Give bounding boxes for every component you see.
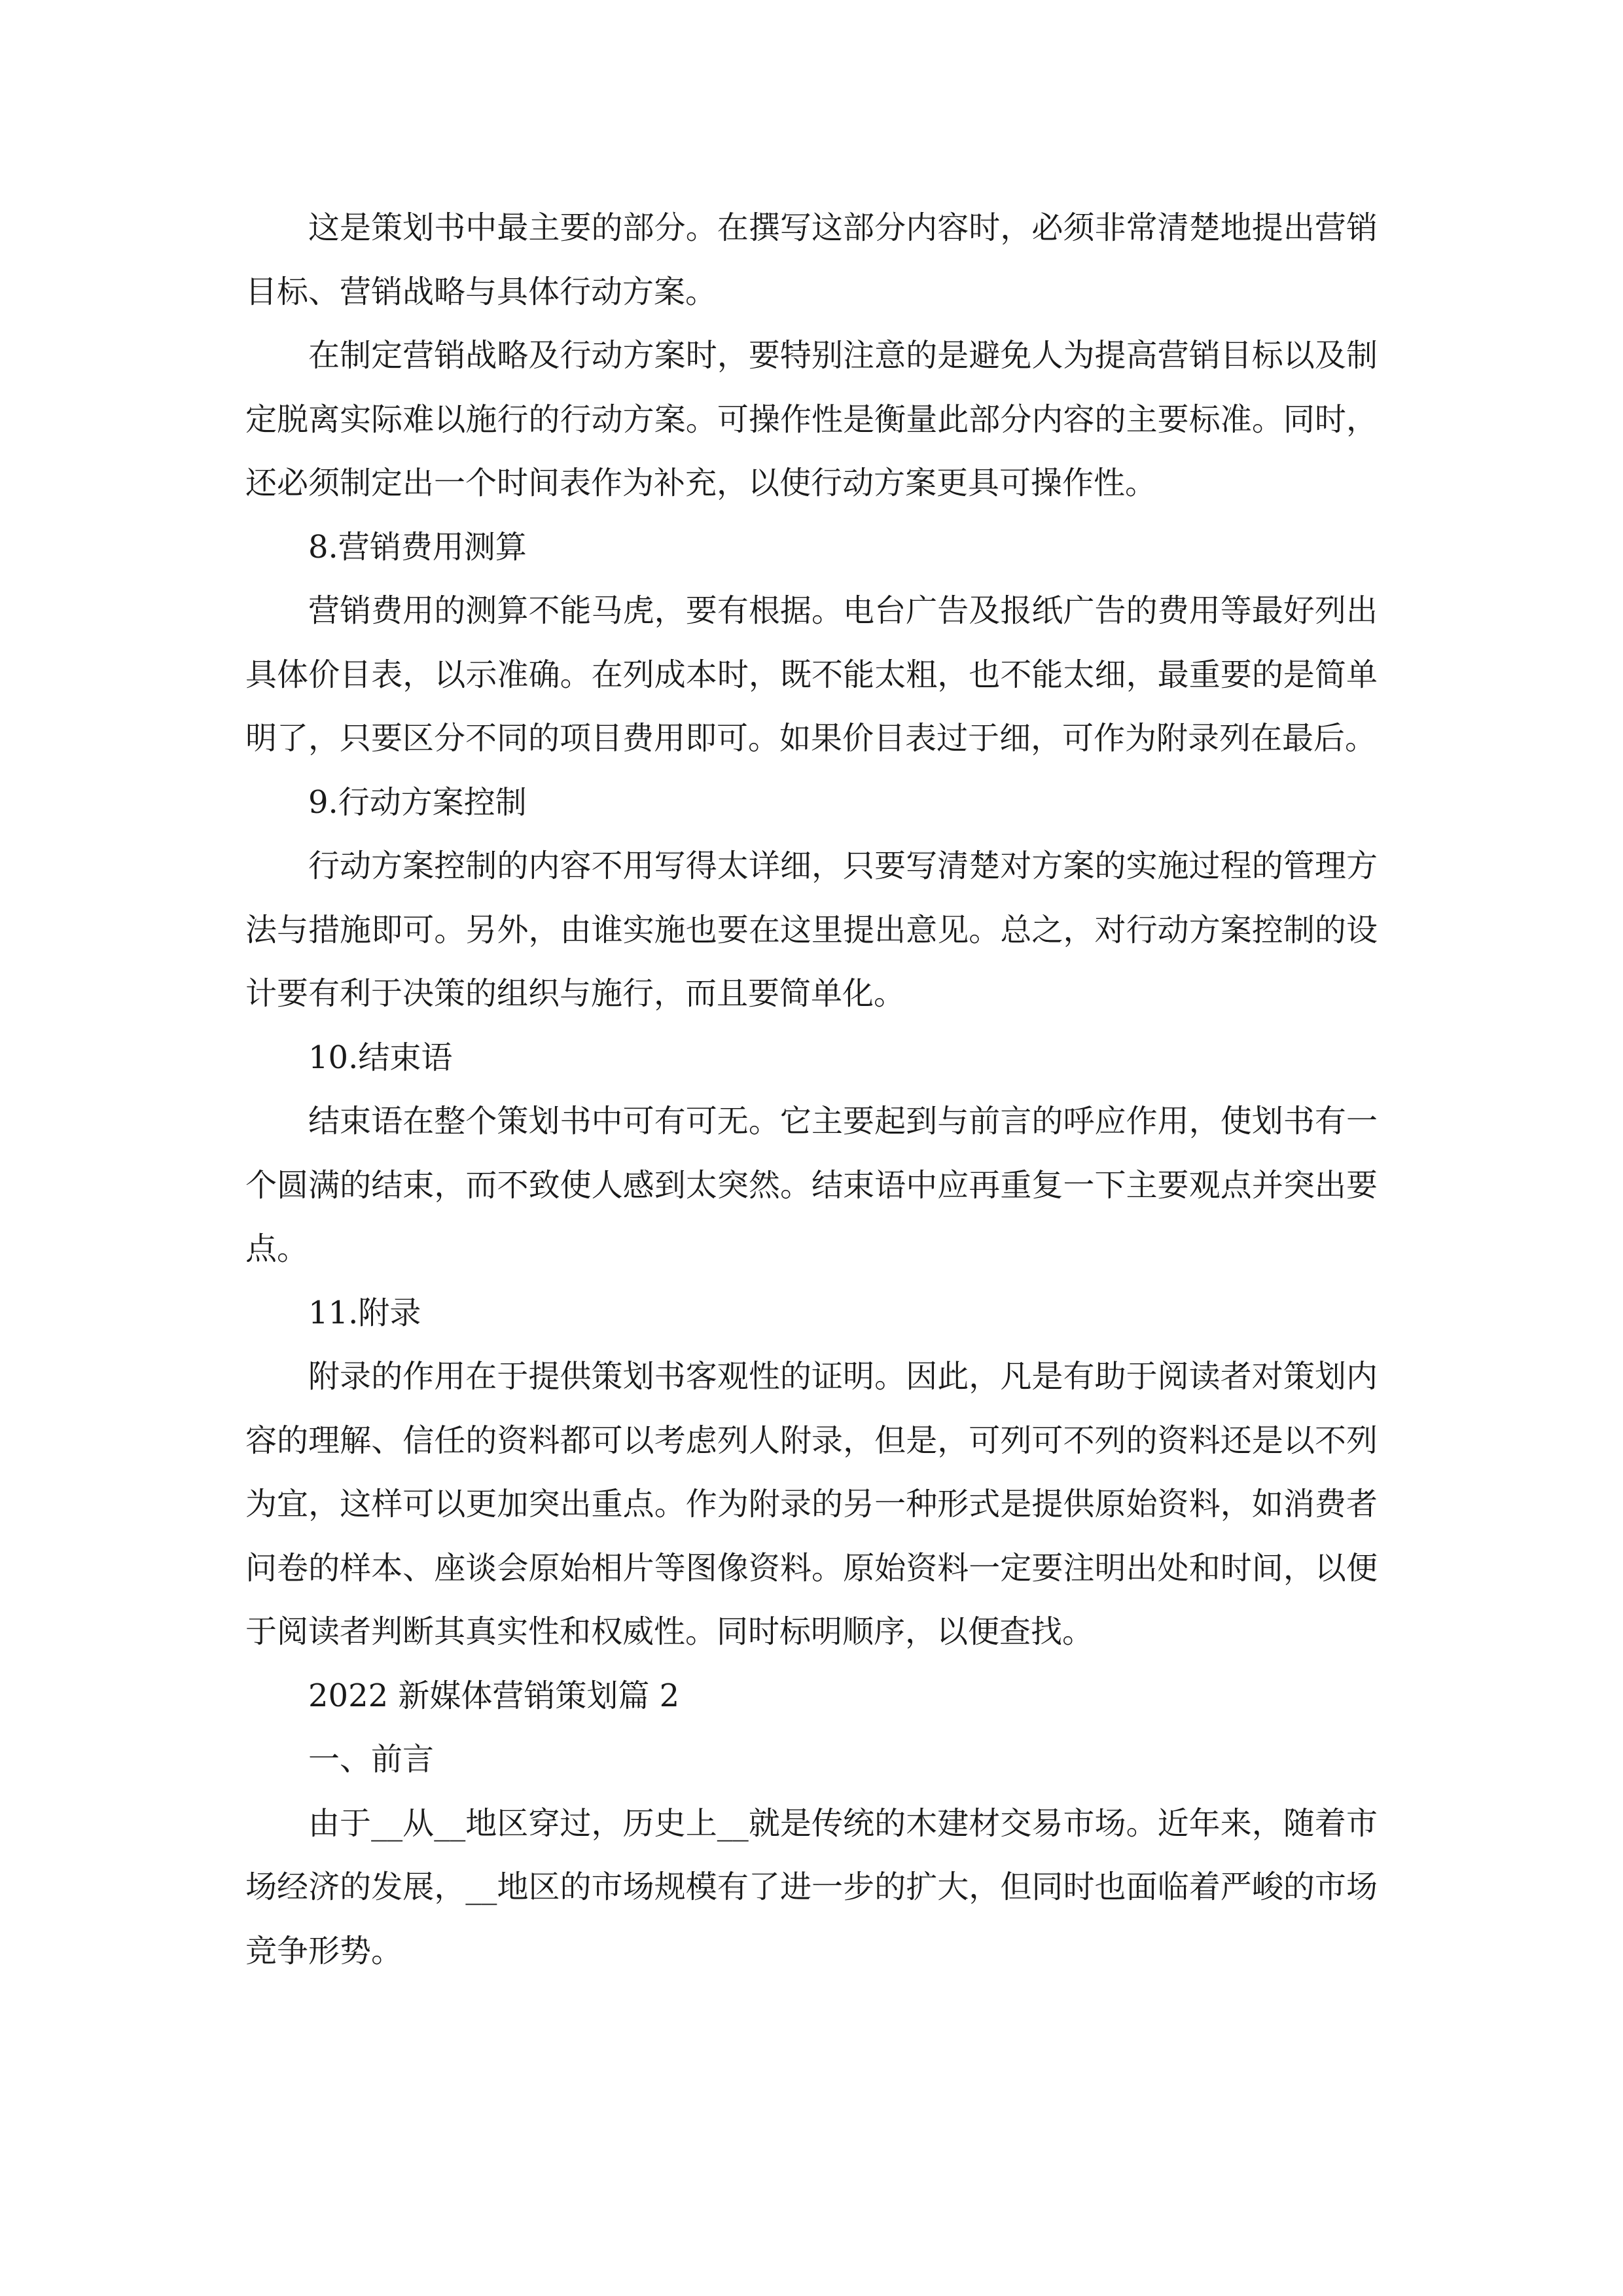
section-heading-10: 10.结束语 — [308, 1039, 453, 1076]
document-body — [245, 196, 1378, 1983]
paragraph-preface: 由于__从__地区穿过，历史上__就是传统的木建材交易市场。近年来，随着市场经济的发展，__地区的市场规模有了进一步的扩大，但同时也面临着严峻的市场竞争形势。 — [245, 1804, 1378, 1969]
paragraph-action-control: 行动方案控制的内容不用写得太详细，只要写清楚对方案的实施过程的管理方法与措施即可。另外，由谁实施也要在这里提出意见。总之，对行动方案控制的设计要有利于决策的组织与施行，而且要简单化。 — [245, 848, 1378, 1012]
article-title-part-2: 2022 新媒体营销策划篇 2 — [308, 1677, 680, 1714]
section-heading-8: 8.营销费用测算 — [308, 528, 527, 565]
section-heading-11: 11.附录 — [308, 1294, 421, 1331]
paragraph-strategy-notes: 在制定营销战略及行动方案时，要特别注意的是避免人为提高营销目标以及制定脱离实际难以施行的行动方案。可操作性是衡量此部分内容的主要标准。同时，还必须制定出一个时间表作为补充，以使行动方案更具可操作性。 — [245, 337, 1378, 501]
paragraph-appendix: 附录的作用在于提供策划书客观性的证明。因此，凡是有助于阅读者对策划内容的理解、信任的资料都可以考虑列人附录，但是，可列可不列的资料还是以不列为宜，这样可以更加突出重点。作为附录的另一种形式是提供原始资料，如消费者问卷的样本、座谈会原始相片等图像资料。原始资料一定要注明出处和时间，以便于阅读者判断其真实性和权威性。同时标明顺序，以便查找。 — [245, 1358, 1378, 1650]
paragraph-strategy-intro: 这是策划书中最主要的部分。在撰写这部分内容时，必须非常清楚地提出营销目标、营销战略与具体行动方案。 — [245, 209, 1378, 310]
section-heading-preface: 一、前言 — [308, 1741, 435, 1778]
paragraph-cost-estimate: 营销费用的测算不能马虎，要有根据。电台广告及报纸广告的费用等最好列出具体价目表，以示准确。在列成本时，既不能太粗，也不能太细，最重要的是简单明了，只要区分不同的项目费用即可。如果价目表过于细，可作为附录列在最后。 — [245, 592, 1378, 757]
paragraph-conclusion: 结束语在整个策划书中可有可无。它主要起到与前言的呼应作用，使划书有一个圆满的结束，而不致使人感到太突然。结束语中应再重复一下主要观点并突出要点。 — [245, 1103, 1378, 1267]
section-heading-9: 9.行动方案控制 — [308, 783, 527, 821]
